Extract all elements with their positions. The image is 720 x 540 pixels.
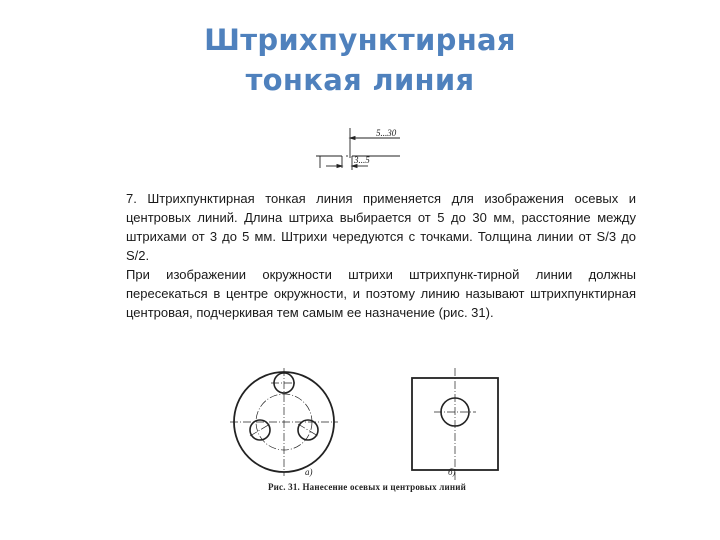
hole-axis bbox=[250, 424, 270, 436]
dash-dot-dimension-diagram bbox=[312, 126, 412, 178]
hole-axis bbox=[298, 424, 318, 436]
dim-arrow bbox=[350, 137, 355, 140]
label-b: б) bbox=[448, 467, 456, 477]
title-line-1: Штрихпунктирная bbox=[204, 23, 516, 57]
title-line-2: тонкая линия bbox=[245, 63, 475, 97]
slide-title bbox=[0, 20, 720, 100]
label-a: а) bbox=[305, 467, 313, 477]
dim-label-gap: 3...5 bbox=[354, 155, 370, 165]
paragraph-1: 7. Штрихпунктирная тонкая линия применяется для изображения осевых и центровых линий. Длина штриха выбирается от 5 до 30 мм, расстояние между штрихами от 3 до 5 мм. Штрихи чередуются с точками. Толщина линии от S/3 до S/2. bbox=[126, 191, 636, 263]
drawing-a bbox=[230, 368, 338, 476]
dim-arrow bbox=[337, 165, 342, 168]
paragraph-2: При изображении окружности штрихи штрихпунк-тирной линии должны пересекаться в центре окружности, и поэтому линию называют штрихпунктирная центровая, подчеркивая тем самым ее назначение (рис. 31). bbox=[126, 267, 636, 320]
drawing-b bbox=[412, 368, 498, 480]
figure-caption: Рис. 31. Нанесение осевых и центровых линий bbox=[267, 482, 467, 492]
figure-31-drawings bbox=[222, 360, 512, 500]
body-text bbox=[126, 189, 636, 322]
dim-label-dash: 5...30 bbox=[376, 128, 397, 138]
